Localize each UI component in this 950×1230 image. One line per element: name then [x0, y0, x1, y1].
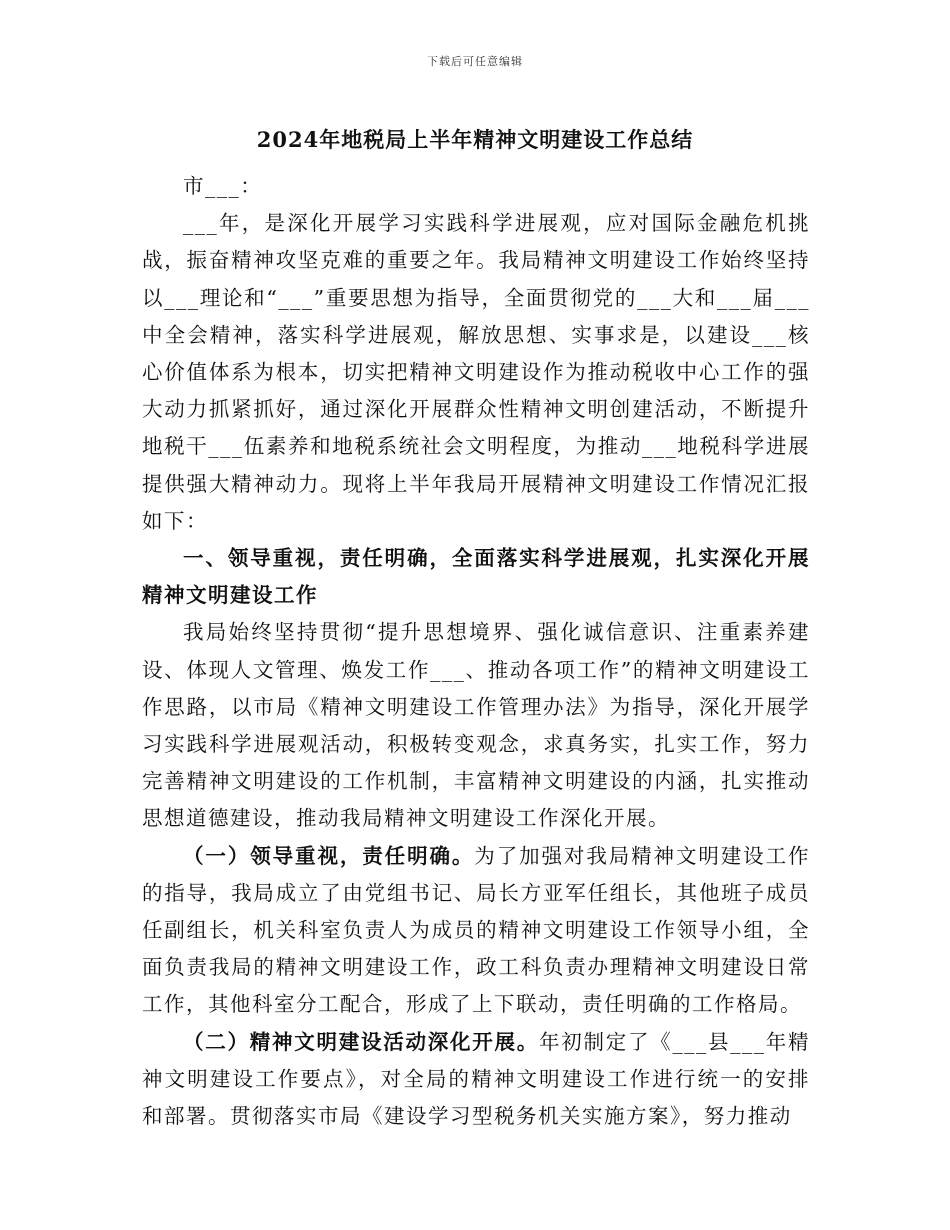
salutation: 市___：: [183, 174, 263, 198]
subsection-1-paragraph: [142, 838, 810, 1024]
section-1-heading: 一、领导重视，责任明确，全面落实科学进展观，扎实深化开展精神文明建设工作: [142, 546, 810, 608]
document-body: [142, 168, 810, 1135]
document-title: 2024年地税局上半年精神文明建设工作总结: [256, 127, 694, 152]
subsection-2-text: 年初制定了《___县___年精神文明建设工作要点》，对全局的精神文明建设工作进行统一的安排和部署。贯彻落实市局《建设学习型税务机关实施方案》，努力推动: [142, 1029, 810, 1129]
subsection-1-lead: （一）领导重视，责任明确。: [183, 843, 475, 868]
subsection-1-text: 为了加强对我局精神文明建设工作的指导，我局成立了由党组书记、局长方亚军任组长，其他班子成员任副组长，机关科室负责人为成员的精神文明建设工作领导小组，全面负责我局的精神文明建设工作，政工科负责办理精神文明建设日常工作，其他科室分工配合，形成了上下联动，责任明确的工作格局。: [142, 843, 810, 1017]
subsection-2-lead: （二）精神文明建设活动深化开展。: [183, 1029, 539, 1054]
intro-paragraph: ___年，是深化开展学习实践科学进展观，应对国际金融危机挑战，振奋精神攻坚克难的重要之年。我局精神文明建设工作始终坚持以___理论和“___”重要思想为指导，全面贯彻党的___大和___届___中全会精神，落实科学进展观，解放思想、实事求是，以建设___核心价值体系为根本，切实把精神文明建设作为推动税收中心工作的强大动力抓紧抓好，通过深化开展群众性精神文明创建活动，不断提升地税干___伍素养和地税系统社会文明程度，为推动___地税科学进展提供强大精神动力。现将上半年我局开展精神文明建设工作情况汇报如下：: [142, 211, 810, 533]
subsection-2-paragraph: [142, 1024, 810, 1136]
section-1-paragraph: 我局始终坚持贯彻“提升思想境界、强化诚信意识、注重素养建设、体现人文管理、焕发工作___、推动各项工作”的精神文明建设工作思路，以市局《精神文明建设工作管理办法》为指导，深化开展学习实践科学进展观活动，积极转变观念，求真务实，扎实工作，努力完善精神文明建设的工作机制，丰富精神文明建设的内涵，扎实推动思想道德建设，推动我局精神文明建设工作深化开展。: [142, 620, 810, 831]
header-note: 下载后可任意编辑: [427, 55, 523, 68]
